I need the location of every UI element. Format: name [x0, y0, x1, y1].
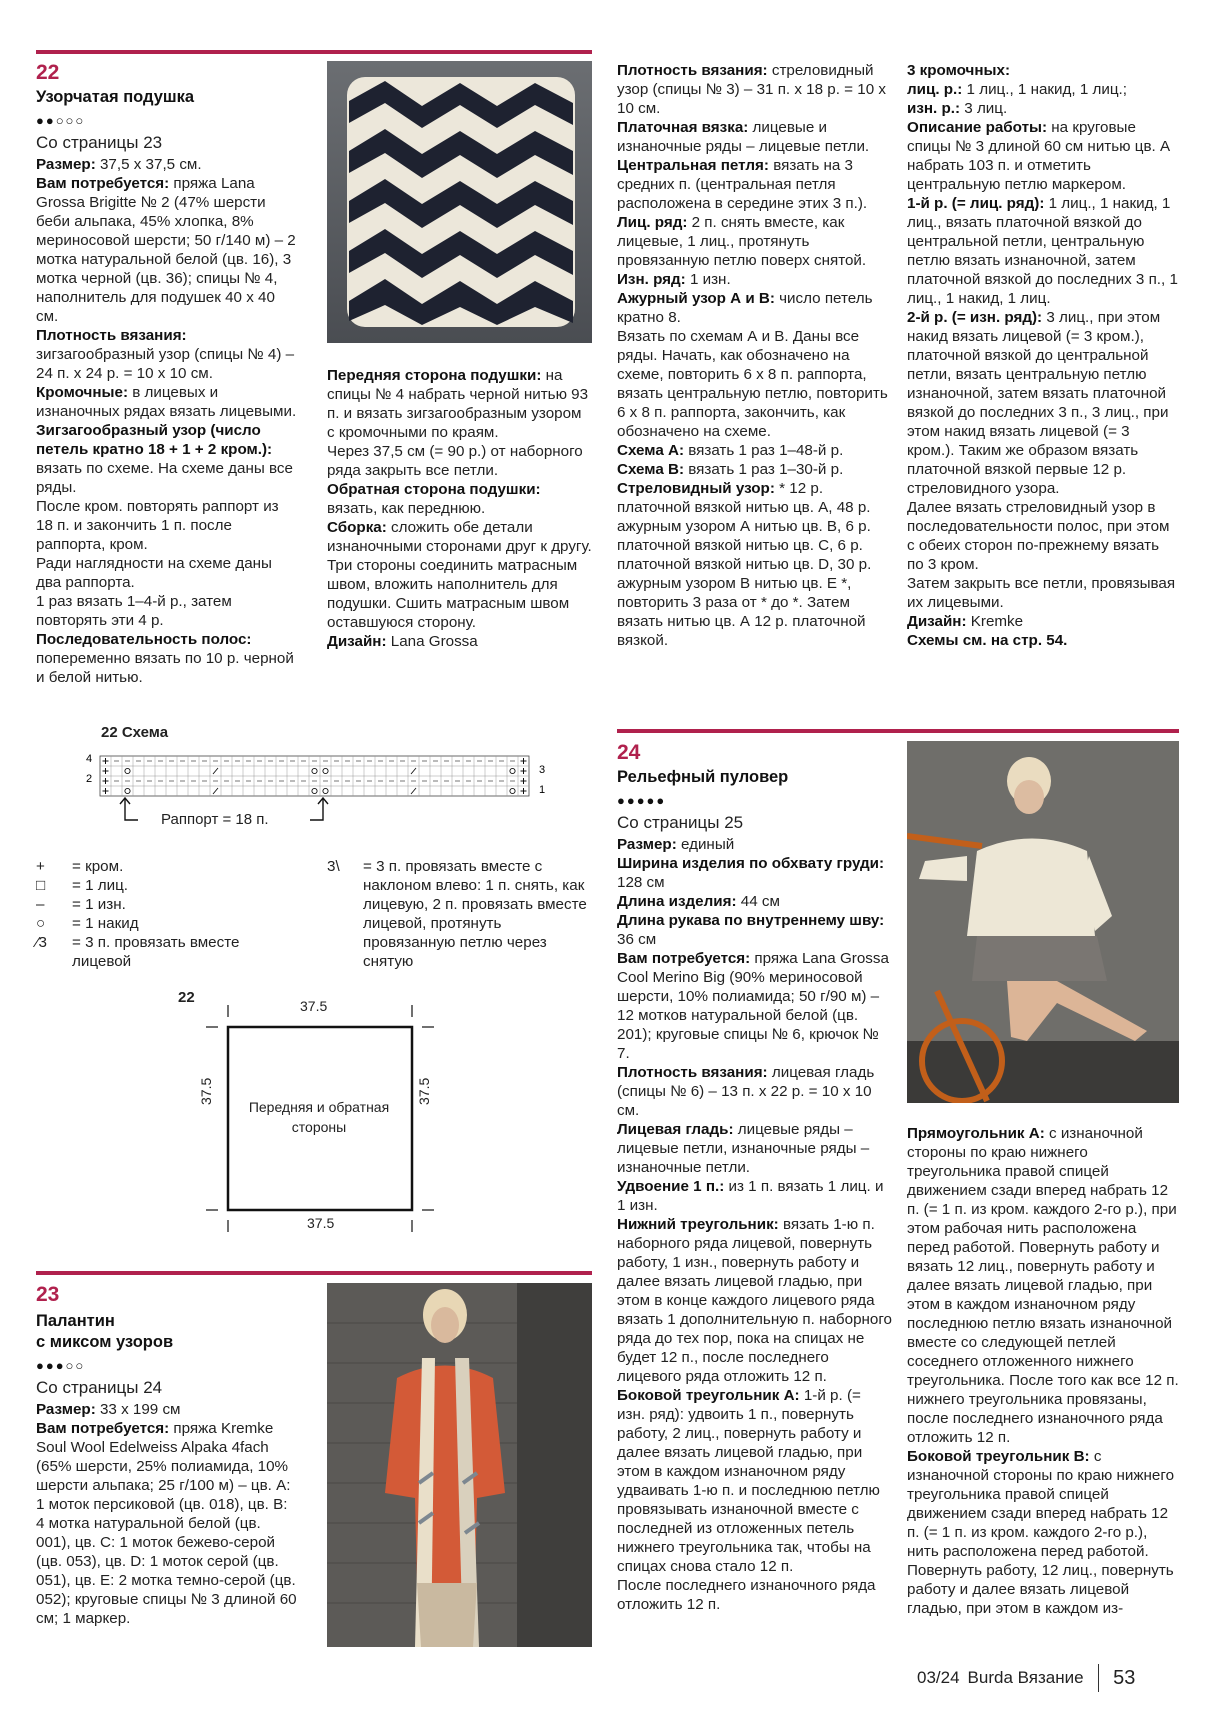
- paragraph-text: 3 лиц.: [960, 100, 1008, 117]
- paragraph: [617, 1386, 892, 1576]
- paragraph-text: вязать на 3 средних п. (центральная петля расположена в середине этих 3 п.).: [617, 157, 868, 212]
- paragraph-text: с изнаночной стороны по краю нижнего треугольника правой спицей движением сзади вперед набрать 12 п. (= 1 п. из кром. каждого 2-го р.), при этом рабочая нить расположена перед работой. Повернуть работу и вязать 12 лиц., повернуть работу и далее вязать лицевой гладью, при этом в каждом изнаночном ряду последнюю петлю вязать изнаночной вместе со следующей петлей соседнего отложенного нижнего треугольника. После того как все 12 п. нижнего треугольника провязаны, после последнего изнаночного ряда отложить 12 п.: [907, 1125, 1179, 1446]
- paragraph-text: После последнего изнаночного ряда отложить 12 п.: [617, 1577, 876, 1613]
- paragraph: [617, 949, 892, 1063]
- paragraph: [907, 1124, 1179, 1447]
- paragraph-label: Размер:: [36, 1401, 96, 1418]
- paragraph-label: Прямоугольник А:: [907, 1125, 1045, 1142]
- paragraph-text: пряжа Lana Grossa Brigitte № 2 (47% шерсти беби альпака, 45% хлопка, 8% мериносовой шерсти; 50 г/140 м) – 2 мотка натуральной белой (цв. 16), 3 мотка черной (цв. 36); спицы № 4, наполнитель для подушек 40 x 40 см.: [36, 175, 296, 325]
- paragraph: [36, 421, 298, 497]
- paragraph-label: Боковой треугольник В:: [907, 1448, 1090, 1465]
- paragraph-label: Кромочные:: [36, 384, 129, 401]
- paragraph-label: Размер:: [36, 156, 96, 173]
- paragraph: [36, 592, 298, 630]
- pattern-22-column-1: [36, 61, 298, 687]
- paragraph: [617, 118, 892, 156]
- paragraph-text: 3 лиц., при этом накид вязать лицевой (= 3 кром.), платочной вязкой до центральной петли, вязать центральную петлю изнаночной, затем вязать платочной вязкой до последних 3 п., 3 лиц., при этом накид вязать лицевой (= 3 кром.). Таким же образом вязать платочной вязкой первые 12 р. стреловидного узора.: [907, 309, 1169, 497]
- paragraph-text: с изнаночной стороны по краю нижнего треугольника правой спицей движением сзади вперед набрать 12 п. (= 1 п. из кром. каждого 2-го р.), нить расположена перед работой. Повернуть работу, 12 лиц., повернуть работу и далее вязать лицевой гладью, при этом в каждом из-: [907, 1448, 1175, 1617]
- paragraph-text: Затем закрыть все петли, провязывая их лицевыми.: [907, 575, 1176, 611]
- paragraph-label: изн. р.:: [907, 100, 961, 117]
- footer-page-number: 53: [1113, 1666, 1136, 1689]
- footer-magazine: Burda Вязание: [967, 1668, 1084, 1687]
- paragraph-label: Ажурный узор А и В:: [617, 290, 775, 307]
- legend-text: = 1 накид: [72, 915, 139, 932]
- paragraph-label: Плотность вязания:: [617, 1064, 768, 1081]
- paragraph: [327, 442, 592, 480]
- pattern-23-density-text: [617, 61, 892, 650]
- pattern-23-column-4: [907, 61, 1179, 650]
- legend-right-text: = 3 п. провязать вместе с наклоном влево: 1 п. снять, как лицевую, 2 п. провязать вместе лицевой, протянуть провязанную петлю через снятую: [363, 858, 587, 970]
- knitting-chart: [80, 746, 550, 836]
- paragraph: [617, 854, 892, 892]
- pullover-photo: [907, 741, 1179, 1103]
- dim-bottom: 37.5: [307, 1215, 335, 1231]
- paragraph-label: Схемы см. на стр. 54.: [907, 632, 1068, 649]
- paragraph-label: Длина изделия:: [617, 893, 737, 910]
- paragraph-text: Kremke: [966, 613, 1024, 630]
- paragraph-text: вязать 1 раз 1–30-й р.: [684, 461, 844, 478]
- paragraph: [617, 1120, 892, 1177]
- paragraph-label: Лицевая гладь:: [617, 1121, 734, 1138]
- left-decrease-symbol: 3\: [327, 858, 340, 875]
- paragraph: [907, 612, 1179, 631]
- paragraph: [36, 1400, 298, 1419]
- paragraph-label: Плотность вязания:: [36, 327, 187, 344]
- paragraph-label: Ширина изделия по обхвату груди:: [617, 855, 885, 872]
- paragraph-label: 1-й р. (= лиц. ряд):: [907, 195, 1045, 212]
- paragraph: [617, 270, 892, 289]
- row-label-1: 1: [539, 784, 546, 796]
- paragraph-label: Плотность вязания:: [617, 62, 768, 79]
- pattern-23-header: [36, 1283, 298, 1628]
- paragraph-text: единый: [676, 836, 735, 853]
- paragraph: [617, 1576, 892, 1614]
- dim-right: 37.5: [416, 1077, 432, 1105]
- paragraph-label: Платочная вязка:: [617, 119, 749, 136]
- diagram-label: Передняя и обратная стороны: [248, 1099, 390, 1135]
- paragraph-text: лицевые ряды – лицевые петли, изнаночные ряды – изнаночные петли.: [617, 1121, 870, 1176]
- paragraph: [327, 480, 592, 518]
- paragraph-text: пряжа Kremke Soul Wool Edelweiss Alpaka 4fach (65% шерсти, 25% полиамида, 10% шерсти альпака; 25 г/100 м) – цв. А: 1 моток персиковой (цв. 018), цв. В: 4 мотка натуральной белой (цв. 001), цв. С: 1 моток бежево-серой (цв. 053), цв. D: 1 моток серой (цв. 051), цв. Е: 2 мотка темно-серой (цв. 052); круговые спицы № 3 длиной 60 см; 1 маркер.: [36, 1420, 297, 1627]
- paragraph-text: 1 лиц., 1 накид, 1 лиц.;: [962, 81, 1127, 98]
- paragraph: [36, 554, 298, 592]
- paragraph-text: попеременно вязать по 10 р. черной и белой нитью.: [36, 650, 294, 686]
- paragraph: [907, 1447, 1179, 1618]
- pattern-22-column-2: [327, 366, 592, 651]
- dim-top: 37.5: [300, 998, 328, 1014]
- schema-title: 22 Схема: [101, 724, 169, 741]
- scarf-model-image: [327, 1283, 592, 1647]
- paragraph: [36, 1419, 298, 1628]
- legend-right: [327, 857, 592, 971]
- paragraph-label: Вам потребуется:: [617, 950, 751, 967]
- paragraph: [327, 632, 592, 651]
- paragraph-label: 2-й р. (= изн. ряд):: [907, 309, 1043, 326]
- row-label-3: 3: [539, 764, 546, 776]
- legend-symbol: ⁄3: [36, 934, 47, 951]
- footer: [917, 1664, 1135, 1692]
- section-rule-24: [617, 729, 1179, 733]
- paragraph: [36, 497, 298, 554]
- pattern-24-column-4: [907, 1124, 1179, 1618]
- paragraph-text: 1-й р. (= изн. ряд): удвоить 1 п., повернуть работу, 2 лиц., повернуть работу и далее вязать лицевой гладью, при этом в каждом изнаночном ряду удваивать 1-ю п. и последнюю петлю провязывать изнаночной вместе с последней из отложенных петель нижнего треугольника так, чтобы на спицах снова стало 12 п.: [617, 1387, 880, 1575]
- legend-row: [36, 914, 276, 933]
- paragraph: [617, 892, 892, 911]
- paragraph-text: После кром. повторять раппорт из 18 п. и закончить 1 п. после раппорта, кром.: [36, 498, 279, 553]
- legend-text: = 1 изн.: [72, 896, 126, 913]
- paragraph-text: вязать, как переднюю.: [327, 500, 486, 517]
- paragraph-label: Передняя сторона подушки:: [327, 367, 542, 384]
- paragraph-text: лицевые и изнаночные ряды – лицевые петли.: [617, 119, 870, 155]
- paragraph: [36, 155, 298, 174]
- pattern-title: Узорчатая подушка: [36, 88, 195, 106]
- legend-symbol: –: [36, 896, 45, 913]
- legend-text: = 3 п. провязать вместе лицевой: [72, 934, 240, 970]
- paragraph-label: Вам потребуется:: [36, 175, 170, 192]
- paragraph: [907, 308, 1179, 498]
- paragraph-label: Схема В:: [617, 461, 685, 478]
- paragraph-label: Описание работы:: [907, 119, 1048, 136]
- section-rule-23: [36, 1271, 592, 1275]
- difficulty-dots: ●●●○○: [36, 1358, 86, 1373]
- pattern-23-text: [36, 1400, 298, 1628]
- pattern-23-work-text: [907, 61, 1179, 650]
- section-rule-22: [36, 50, 592, 54]
- paragraph-text: 1 изн.: [685, 271, 731, 288]
- paragraph-label: Сборка:: [327, 519, 387, 536]
- paragraph: [617, 1063, 892, 1120]
- paragraph: [617, 61, 892, 118]
- pattern-23-column-3: [617, 61, 892, 650]
- paragraph-text: сложить обе детали изнаночными сторонами друг к другу. Три стороны соединить матрасным швом, вложить наполнитель для подушки. Сшить матрасным швом оставшуюся сторону.: [327, 519, 592, 631]
- paragraph-text: Ради наглядности на схеме даны два раппорта.: [36, 555, 272, 591]
- pattern-24-instructions-text: [907, 1124, 1179, 1618]
- legend-left: [36, 857, 276, 971]
- paragraph-text: 1 лиц., 1 накид, 1 лиц., вязать платочной вязкой до центральной петли, центральную петлю вязать изнаночной, затем платочной вязкой до последних 3 п., 1 лиц., 1 накид, 1 лиц.: [907, 195, 1178, 307]
- pattern-22-text: [36, 155, 298, 687]
- paragraph: [617, 289, 892, 327]
- paragraph-text: 37,5 x 37,5 см.: [95, 156, 202, 173]
- paragraph: [907, 631, 1179, 650]
- legend-symbol: □: [36, 877, 46, 894]
- paragraph-label: Удвоение 1 п.:: [617, 1178, 725, 1195]
- legend-row: [36, 933, 276, 971]
- paragraph-text: из 1 п. вязать 1 лиц. и 1 изн.: [617, 1178, 884, 1214]
- footer-issue: 03/24: [917, 1668, 960, 1687]
- paragraph: [907, 498, 1179, 574]
- paragraph-text: вязать 1 раз 1–48-й р.: [684, 442, 844, 459]
- paragraph: [617, 479, 892, 650]
- paragraph-text: стреловидный узор (спицы № 3) – 31 п. x 18 р. = 10 x 10 см.: [617, 62, 886, 117]
- paragraph-label: Вам потребуется:: [36, 1420, 170, 1437]
- paragraph-label: Нижний треугольник:: [617, 1216, 779, 1233]
- paragraph: [907, 61, 1179, 80]
- diagram-number: 22: [178, 989, 195, 1006]
- legend-text: = 1 лиц.: [72, 877, 129, 894]
- paragraph-text: 1 раз вязать 1–4-й р., затем повторять эти 4 р.: [36, 593, 232, 629]
- paragraph-text: Далее вязать стреловидный узор в последовательности полос, при этом с обеих сторон по-прежнему вязать по 3 кром.: [907, 499, 1170, 573]
- paragraph-label: Размер:: [617, 836, 677, 853]
- footer-divider: [1098, 1664, 1100, 1692]
- paragraph-text: 2 п. снять вместе, как лицевые, 1 лиц., протянуть провязанную петлю поверх снятой.: [617, 214, 867, 269]
- paragraph-text: Lana Grossa: [386, 633, 478, 650]
- pattern-24-column-3: [617, 741, 892, 1614]
- paragraph-text: в лицевых и изнаночных рядах вязать лицевыми.: [36, 384, 297, 420]
- paragraph-text: вязать по схеме. На схеме даны все ряды.: [36, 460, 293, 496]
- paragraph-label: Изн. ряд:: [617, 271, 686, 288]
- from-page: Со страницы 24: [36, 1378, 163, 1397]
- paragraph: [327, 518, 592, 632]
- pattern-title-line1: Палантин: [36, 1312, 115, 1330]
- legend-symbol: +: [36, 858, 45, 875]
- paragraph: [617, 213, 892, 270]
- legend-row: [36, 876, 276, 895]
- paragraph-text: зигзагообразный узор (спицы № 4) – 24 п. x 24 р. = 10 x 10 см.: [36, 346, 295, 382]
- row-label-2: 2: [86, 773, 93, 785]
- paragraph-text: на спицы № 4 набрать черной нитью 93 п. и вязать зигзагообразным узором с кромочными по краям.: [327, 367, 589, 441]
- difficulty-dots: ●●○○○: [36, 113, 86, 128]
- pattern-title: Рельефный пуловер: [617, 768, 789, 786]
- scarf-photo: [327, 1283, 592, 1647]
- legend-row: [36, 857, 276, 876]
- pattern-number: 24: [617, 741, 641, 764]
- paragraph-text: Через 37,5 см (= 90 р.) от наборного ряда закрыть все петли.: [327, 443, 583, 479]
- paragraph-text: лицевая гладь (спицы № 6) – 13 п. x 22 р. = 10 x 10 см.: [617, 1064, 875, 1119]
- paragraph: [617, 441, 892, 460]
- paragraph-label: 3 кромочных:: [907, 62, 1011, 79]
- paragraph-text: на круговые спицы № 3 длиной 60 см нитью цв. А набрать 103 п. и отметить центральную петлю маркером.: [907, 119, 1171, 193]
- paragraph-label: Дизайн:: [907, 613, 967, 630]
- from-page: Со страницы 23: [36, 133, 163, 152]
- paragraph-label: Схема А:: [617, 442, 685, 459]
- paragraph-label: Центральная петля:: [617, 157, 769, 174]
- paragraph: [617, 156, 892, 213]
- paragraph-text: число петель кратно 8.: [617, 290, 873, 326]
- from-page: Со страницы 25: [617, 813, 744, 832]
- paragraph-label: Последовательность полос:: [36, 631, 252, 648]
- paragraph-label: Обратная сторона подушки:: [327, 481, 541, 498]
- paragraph: [327, 366, 592, 442]
- legend-symbol: ○: [36, 915, 46, 932]
- paragraph-text: пряжа Lana Grossa Cool Merino Big (90% мериносовой шерсти, 10% полиамида; 50 г/90 м) – 12 мотков натуральной белой (цв. 201); круговые спицы № 6, крючок № 7.: [617, 950, 889, 1062]
- paragraph: [617, 911, 892, 949]
- paragraph: [617, 460, 892, 479]
- paragraph: [617, 835, 892, 854]
- paragraph-text: вязать 1-ю п. наборного ряда лицевой, повернуть работу, 1 изн., повернуть работу и далее вязать лицевой гладью, при этом в конце каждого лицевого ряда вязать 1 дополнительную п. наборного ряда до тех пор, пока на спицах не будет 12 п., после последнего лицевого ряда отложить 12 п.: [617, 1216, 892, 1385]
- paragraph: [617, 1177, 892, 1215]
- paragraph-text: 44 см: [736, 893, 780, 910]
- paragraph: [907, 99, 1179, 118]
- row-label-4: 4: [86, 753, 93, 765]
- paragraph-label: Длина рукава по внутреннему шву:: [617, 912, 885, 929]
- paragraph-text: Вязать по схемам А и В. Даны все ряды. Начать, как обозначено на схеме, повторить 6 x 8 п. раппорта, вязать центральную петлю, повторить 6 x 8 п. раппорта, закончить, как обозначено на схеме.: [617, 328, 888, 440]
- paragraph-label: Дизайн:: [327, 633, 387, 650]
- dim-left: 37.5: [198, 1077, 214, 1105]
- paragraph-text: * 12 р. платочной вязкой нитью цв. А, 48 р. ажурным узором А нитью цв. В, 6 р. платочной вязкой нитью цв. С, 6 р. платочной вязкой нитью цв. D, 30 р. ажурным узором В нитью цв. Е *, повторить 3 раза от * до *. Затем вязать нитью цв. А 12 р. платочной вязкой.: [617, 480, 872, 649]
- paragraph-label: Зигзагообразный узор (число петель кратно 18 + 1 + 2 кром.):: [36, 422, 273, 458]
- paragraph: [36, 630, 298, 687]
- paragraph-label: Стреловидный узор:: [617, 480, 775, 497]
- paragraph-text: 36 см: [617, 931, 657, 948]
- rapport-label: Раппорт = 18 п.: [161, 811, 269, 828]
- paragraph: [907, 118, 1179, 194]
- pattern-24-text: [617, 835, 892, 1614]
- paragraph: [907, 80, 1179, 99]
- paragraph: [36, 326, 298, 383]
- paragraph-text: 128 см: [617, 874, 665, 891]
- pattern-number: 23: [36, 1283, 60, 1306]
- paragraph: [907, 574, 1179, 612]
- paragraph-text: 33 x 199 см: [95, 1401, 181, 1418]
- paragraph: [907, 194, 1179, 308]
- paragraph-label: Лиц. ряд:: [617, 214, 688, 231]
- paragraph: [617, 327, 892, 441]
- pattern-number: 22: [36, 61, 60, 84]
- paragraph-label: Боковой треугольник А:: [617, 1387, 800, 1404]
- pattern-title-line2: с миксом узоров: [36, 1333, 174, 1351]
- legend-row: [36, 895, 276, 914]
- paragraph: [36, 174, 298, 326]
- paragraph: [617, 1215, 892, 1386]
- paragraph-label: лиц. р.:: [907, 81, 963, 98]
- paragraph: [36, 383, 298, 421]
- pullover-model-image: [907, 741, 1179, 1103]
- difficulty-dots: ●●●●●: [617, 793, 667, 808]
- pattern-22-assembly-text: [327, 366, 592, 651]
- pillow-photo: [327, 61, 592, 343]
- legend-text: = кром.: [72, 858, 124, 875]
- pillow-image: [327, 61, 592, 343]
